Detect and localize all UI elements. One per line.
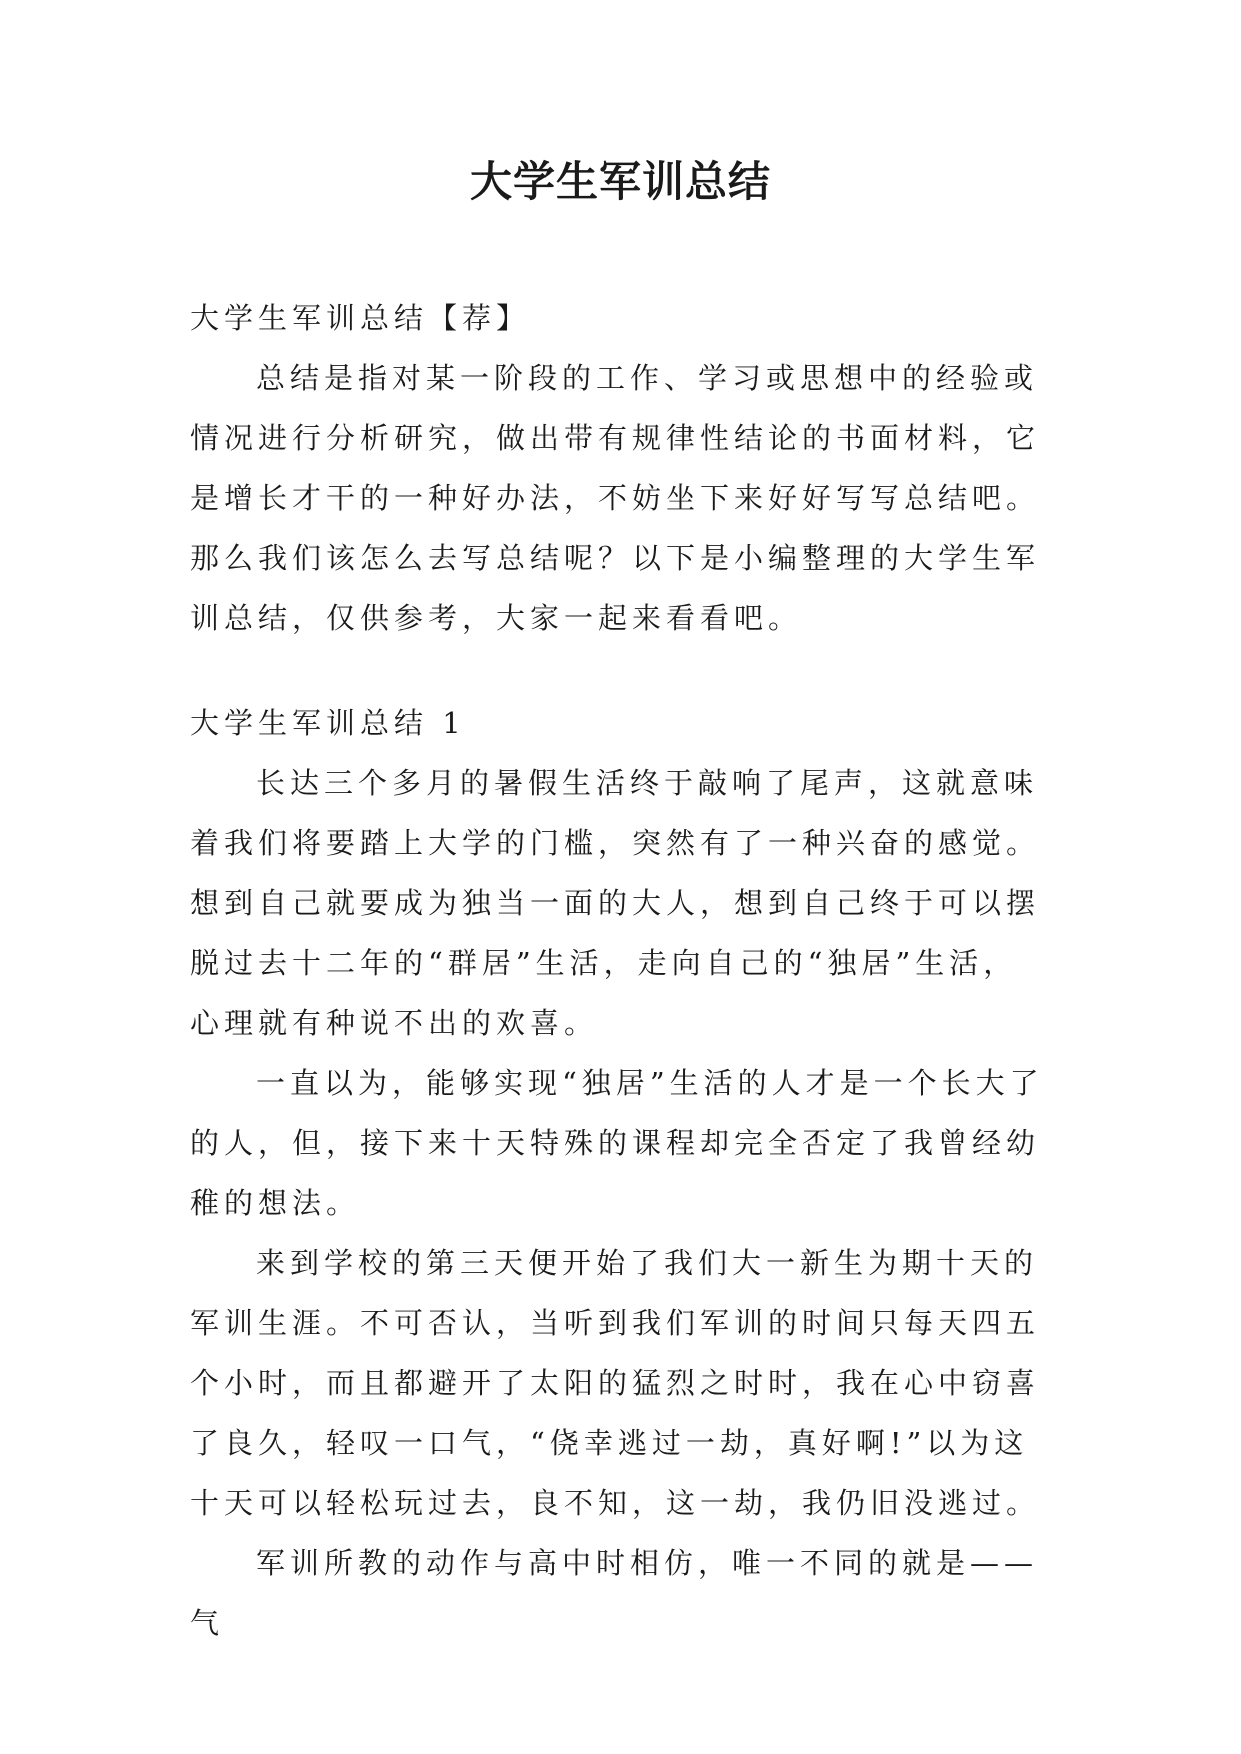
intro-section bbox=[190, 288, 1050, 648]
section-1-paragraph: 来到学校的第三天便开始了我们大一新生为期十天的军训生涯。不可否认，当听到我们军训的时间只每天四五个小时，而且都避开了太阳的猛烈之时时，我在心中窃喜了良久，轻叹一口气，“侥幸逃过一劫，真好啊!”以为这十天可以轻松玩过去，良不知，这一劫，我仍旧没逃过。 bbox=[190, 1246, 1041, 1520]
section-1-paragraph: 长达三个多月的暑假生活终于敲响了尾声，这就意味着我们将要踏上大学的门槛，突然有了一种兴奋的感觉。想到自己就要成为独当一面的大人，想到自己终于可以摆脱过去十二年的“群居”生活，走向自己的“独居”生活，心理就有种说不出的欢喜。 bbox=[190, 766, 1041, 1040]
document-title: 大学生军训总结 bbox=[469, 157, 771, 206]
section-1-paragraph: 一直以为，能够实现“独居”生活的人才是一个长大了的人，但，接下来十天特殊的课程却完全否定了我曾经幼稚的想法。 bbox=[190, 1066, 1044, 1220]
intro-heading: 大学生军训总结【荐】 bbox=[190, 301, 531, 335]
section-1 bbox=[190, 693, 1050, 1653]
intro-paragraph: 总结是指对某一阶段的工作、学习或思想中的经验或情况进行分析研究，做出带有规律性结论的书面材料，它是增长才干的一种好办法，不妨坐下来好好写写总结吧。那么我们该怎么去写总结呢？以下是小编整理的大学生军训总结，仅供参考，大家一起来看看吧。 bbox=[190, 361, 1041, 635]
section-1-paragraph: 军训所教的动作与高中时相仿，唯一不同的就是——气 bbox=[190, 1546, 1039, 1640]
section-1-heading: 大学生军训总结 1 bbox=[190, 706, 466, 740]
